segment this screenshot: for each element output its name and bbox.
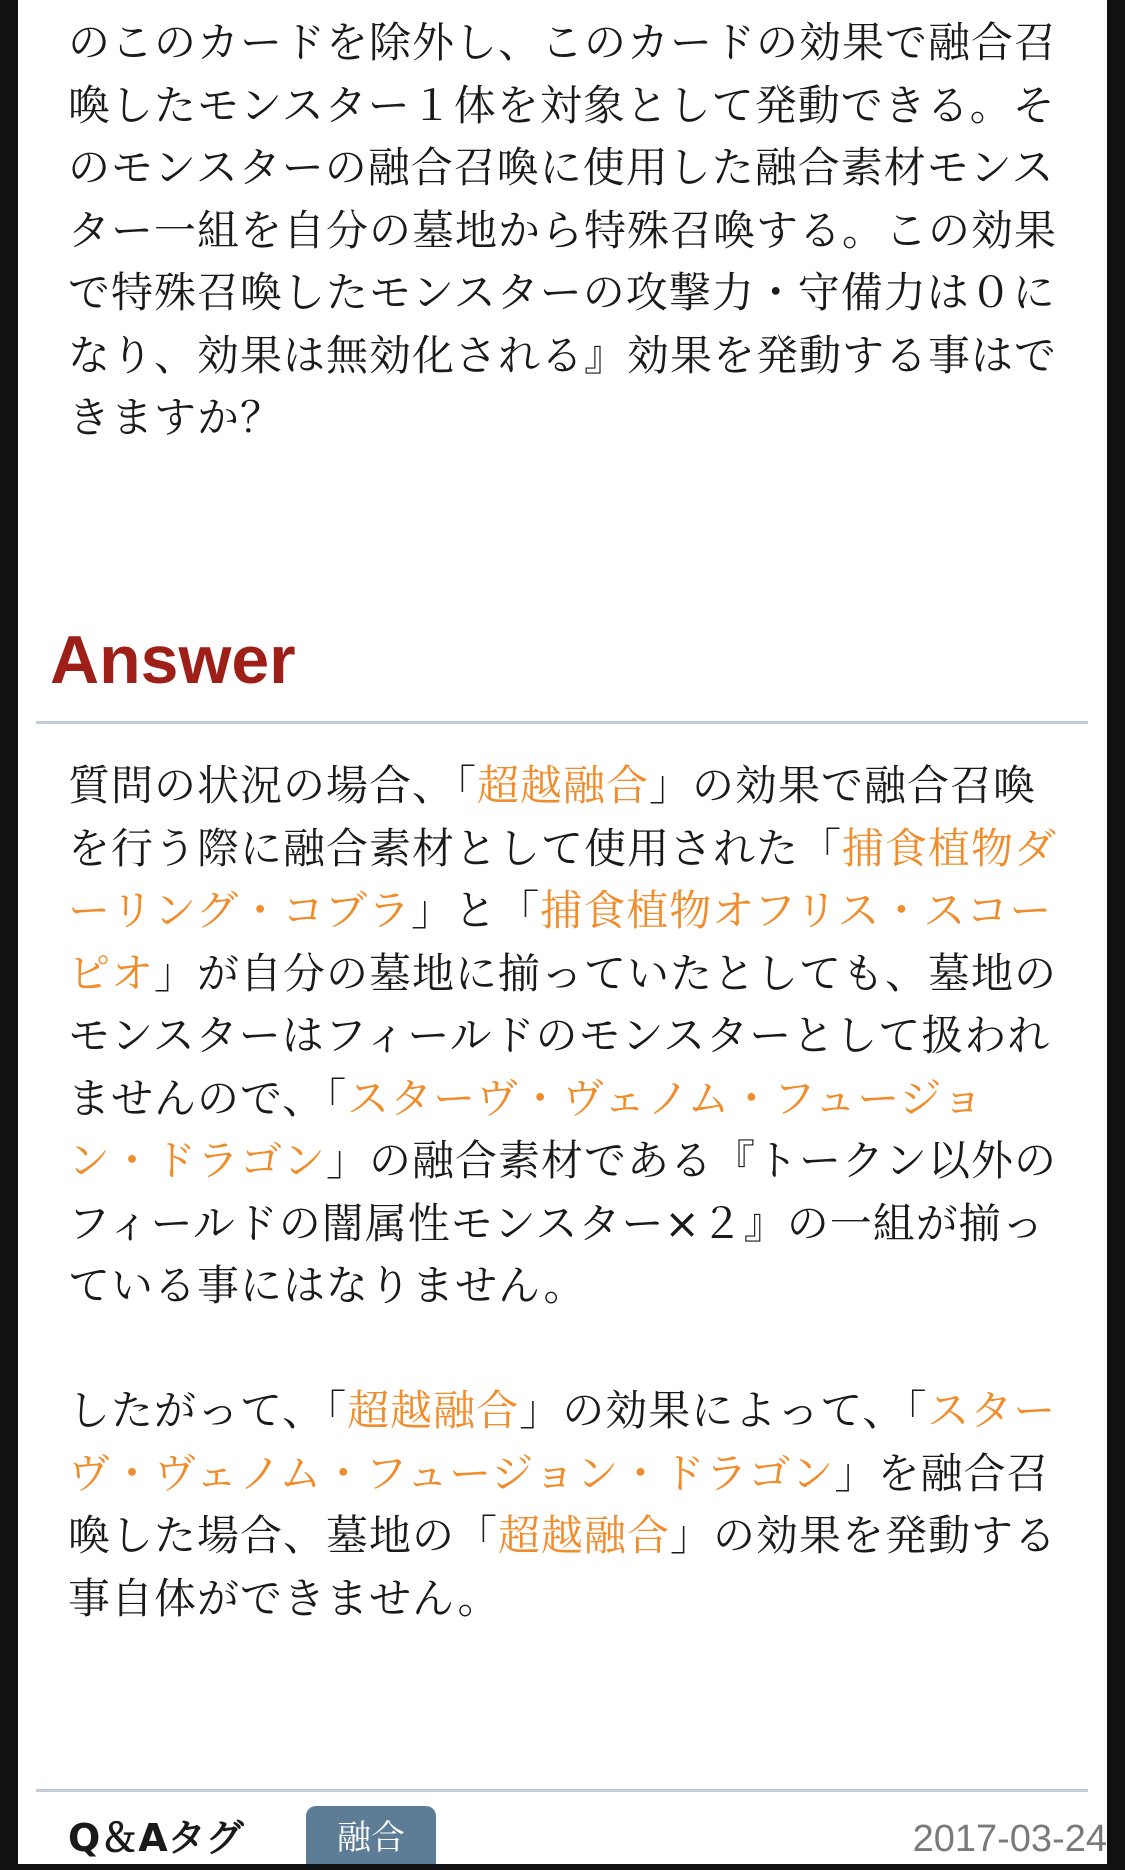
card-link-transcendent-fusion[interactable]: 超越融合 [477,761,650,810]
answer-body [68,755,1058,1630]
answer-text: 」の効果で融合召喚を行う際に融合素材として使用された「 [68,761,1037,873]
card-link-darling-cobra[interactable]: 捕食植物ダーリング・コブラ [68,823,1058,935]
answer-text: 」の融合素材である『トークン以外のフィールドの闇属性モンスター×２』の一組が揃っている事にはなりません。 [68,1136,1058,1310]
answer-text: 」と「 [411,886,541,935]
answer-text: 」が自分の墓地に揃っていたとしても、墓地のモンスターはフィールドのモンスターとして扱われませんので、「 [68,948,1058,1123]
qa-footer [18,1800,1107,1864]
card-link-starving-venom[interactable]: スターヴ・ヴェノム・フュージョン・ドラゴン [68,1386,1057,1498]
answer-text: 」を融合召喚した場合、墓地の「 [68,1448,1050,1560]
question-text: のこのカードを除外し、このカードの効果で融合召喚したモンスター１体を対象として発動できる。そのモンスターの融合召喚に使用した融合素材モンスター一組を自分の墓地から特殊召喚する。この効果で特殊召喚したモンスターの攻撃力・守備力は０になり、効果は無効化される』効果を発動する事はできますか？ [68,18,1058,442]
answer-text: 質問の状況の場合、「 [68,761,478,810]
post-date: 2017-03-24 [912,1818,1107,1860]
card-link-starving-venom[interactable]: スターヴ・ヴェノム・フュージョン・ドラゴン [68,1073,985,1185]
answer-paragraph-1 [68,755,1058,1318]
card-link-transcendent-fusion[interactable]: 超越融合 [347,1386,520,1435]
answer-text: 」の効果によって、「 [519,1386,928,1435]
answer-divider [36,721,1088,724]
answer-heading: Answer [50,622,296,698]
tag-fusion-chip[interactable]: 融合 [306,1806,436,1864]
answer-text: したがって、「 [68,1386,348,1435]
answer-text: 」の効果を発動する事自体ができません。 [68,1511,1058,1623]
qa-page [18,0,1107,1864]
answer-paragraph-2 [68,1380,1058,1630]
footer-divider [36,1789,1088,1792]
card-link-ophrys-scorpio[interactable]: 捕食植物オフリス・スコーピオ [68,886,1053,998]
tags-label: Q＆Aタグ [68,1816,244,1860]
card-link-transcendent-fusion[interactable]: 超越融合 [498,1511,671,1560]
